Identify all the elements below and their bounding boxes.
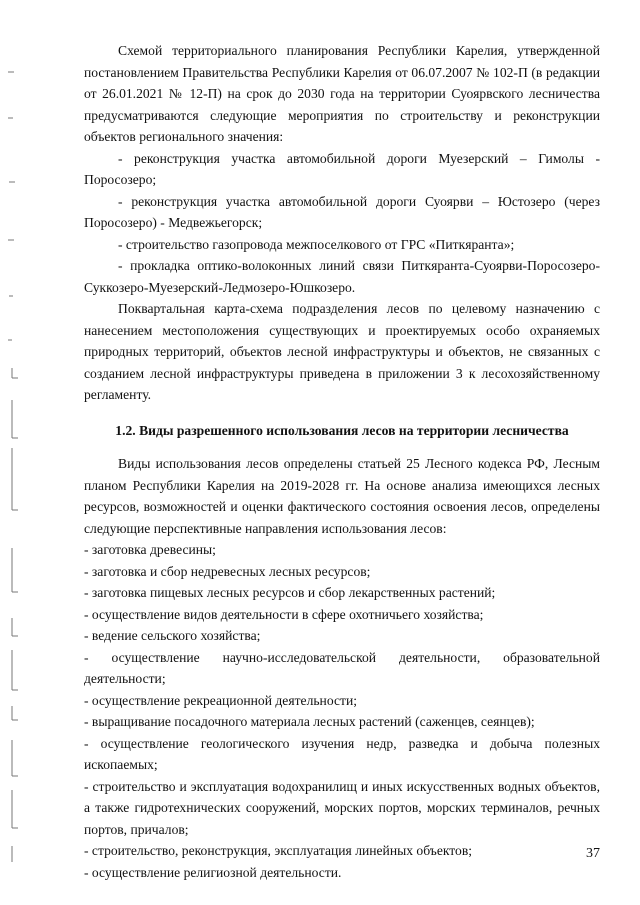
use-item: - заготовка пищевых лесных ресурсов и сбор лекарственных растений; xyxy=(84,585,496,600)
measure-item: - строительство газопровода межпоселкового от ГРС «Питкяранта»; xyxy=(118,236,515,252)
intro-paragraph: Схемой территориального планирования Республики Карелия, утвержденной постановлением Правительства Республики Карелия от 06.07.2007 № 102-П (в редакции от 26.01.2021 № 12-П) на срок до 2030 года на территории Суоярвского лесничества предусматриваются следующие мероприятия по строительству и реконструкции объектов регионального значения: xyxy=(84,43,600,144)
measure-item: - реконструкция участка автомобильной дороги Суоярви – Юстозеро (через Поросозеро) - Медвежьегорск; xyxy=(84,193,600,230)
map-paragraph: Поквартальная карта-схема подразделения лесов по целевому назначению с нанесением местоположения существующих и проектируемых особо охраняемых природных территорий, объектов лесной инфраструктуры и объектов, не связанных с созданием лесной инфраструктуры приведена в приложении 3 к лесохозяйственному регламенту. xyxy=(84,301,600,402)
use-item: - осуществление религиозной деятельности. xyxy=(84,864,342,880)
use-item: - строительство, реконструкция, эксплуатация линейных объектов; xyxy=(84,843,473,858)
document-body xyxy=(84,40,600,883)
use-item: - ведение сельского хозяйства; xyxy=(84,628,261,643)
use-item: - осуществление видов деятельности в сфере охотничьего хозяйства; xyxy=(84,606,484,622)
measure-item: - реконструкция участка автомобильной дороги Муезерский – Гимолы - Поросозеро; xyxy=(84,150,600,187)
use-item: - заготовка древесины; xyxy=(84,542,216,557)
use-item: - осуществление геологического изучения недр, разведка и добыча полезных ископаемых; xyxy=(84,735,600,772)
section-paragraph: Виды использования лесов определены статьей 25 Лесного кодекса РФ, Лесным планом Республики Карелия на 2019-2028 гг. На основе анализа имеющихся лесных ресурсов, возможностей и оценки фактического состояния освоения лесов, определены следующие перспективные направления использования лесов: xyxy=(84,456,600,536)
page-number: 37 xyxy=(586,846,600,861)
use-item: - осуществление рекреационной деятельности; xyxy=(84,692,357,708)
measure-item: - прокладка оптико-волоконных линий связи Питкяранта-Суоярви-Поросозеро-Суккозеро-Муезерский-Ледмозеро-Юшкозеро. xyxy=(84,258,600,295)
use-item: - строительство и эксплуатация водохранилищ и иных искусственных водных объектов, а также гидротехнических сооружений, морских портов, морских терминалов, речных портов, причалов; xyxy=(84,778,600,837)
section-heading: 1.2. Виды разрешенного использования лесов на территории лесничества xyxy=(115,422,569,438)
use-item: - заготовка и сбор недревесных лесных ресурсов; xyxy=(84,563,371,579)
use-item: - осуществление научно-исследовательской деятельности, образовательной деятельности; xyxy=(84,649,600,686)
binding-margin-marks xyxy=(0,0,40,905)
use-item: - выращивание посадочного материала лесных растений (саженцев, сеянцев); xyxy=(84,714,535,729)
